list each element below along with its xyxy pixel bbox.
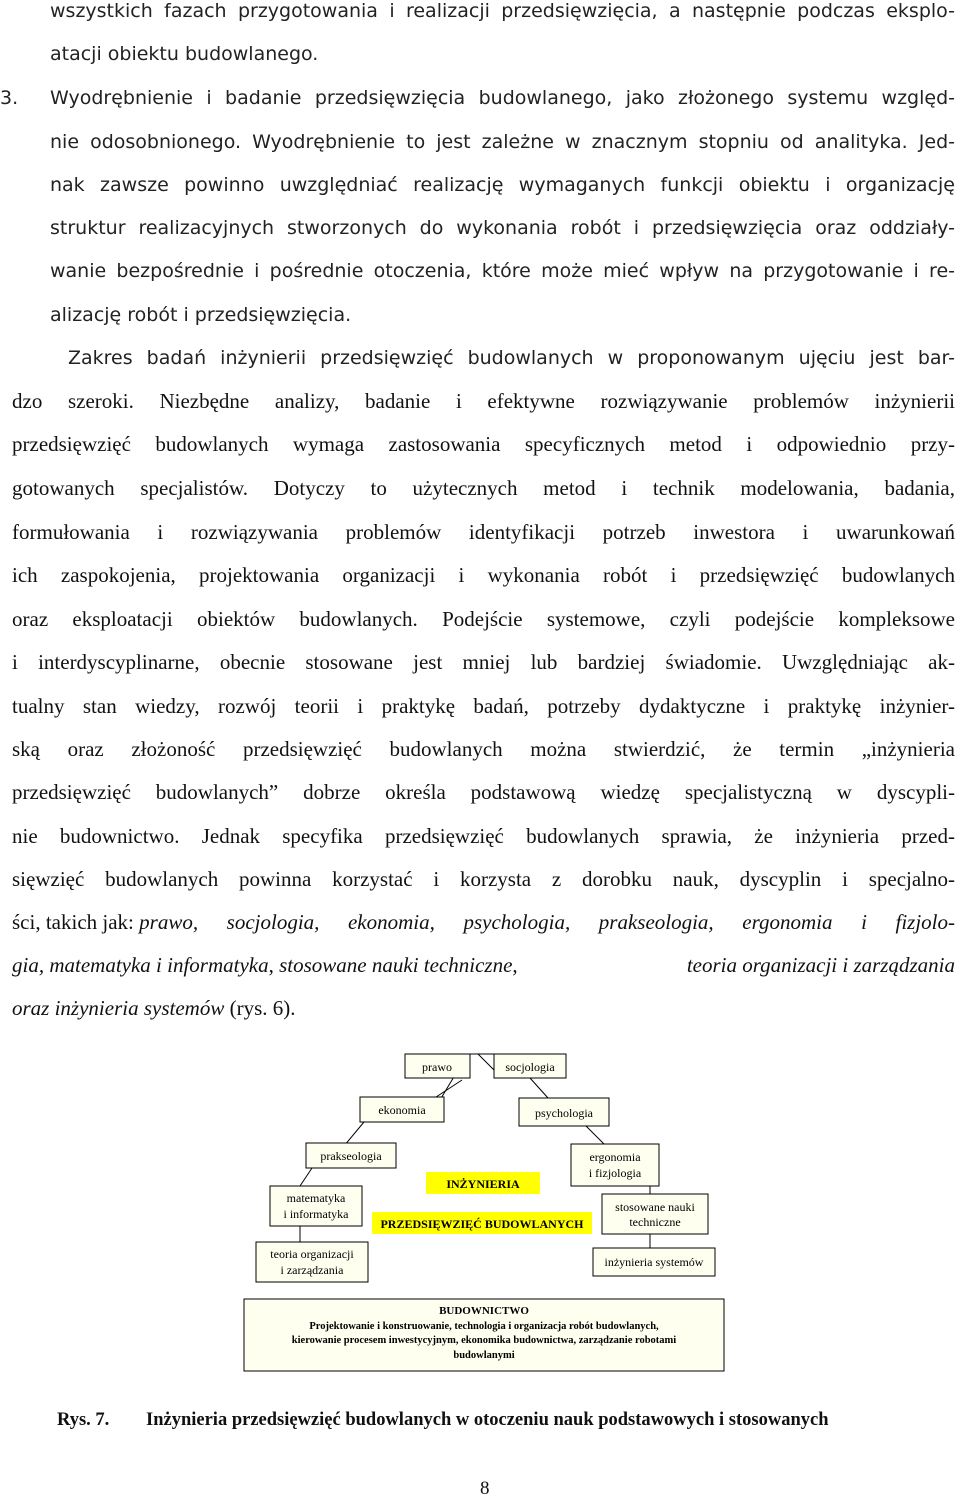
text-line: Zakres badań inżynierii przedsięwzięć budowlanych w proponowanym ujęciu jest bar- xyxy=(68,347,955,369)
text-line xyxy=(12,998,295,1019)
text-span: (rys. 6). xyxy=(224,996,296,1020)
label-stosowane-1: stosowane nauki xyxy=(615,1200,695,1214)
label-budownictwo-title: BUDOWNICTWO xyxy=(439,1305,529,1317)
disciplines-diagram xyxy=(0,1040,960,1380)
italic-span: oraz inżynieria systemów xyxy=(12,996,225,1020)
text-line: formułowania i rozwiązywania problemów identyfikacji potrzeb inwestora i uwarunkowań xyxy=(12,520,955,544)
label-teoria-2: i zarządzania xyxy=(280,1263,344,1277)
label-ergonomia-2: i fizjologia xyxy=(588,1166,642,1180)
text-line xyxy=(12,912,955,933)
connector-line xyxy=(478,1054,494,1070)
italic-span: stosowane nauki techniczne xyxy=(279,953,513,977)
text-line: przedsięwzięć budowlanych wymaga zastosowania specyficznych metod i odpowiednio przy- xyxy=(12,432,955,456)
label-stosowane-2: techniczne xyxy=(629,1215,681,1229)
page-number: 8 xyxy=(480,1478,490,1499)
label-budownictwo-1: Projektowanie i konstruowanie, technologia i organizacja robót budowlanych, xyxy=(309,1321,659,1332)
label-budownictwo-2: kierowanie procesem inwestycyjnym, ekonomika budownictwa, zarządzanie robotami xyxy=(291,1335,677,1346)
figure-caption: Inżynieria przedsięwzięć budowlanych w otoczeniu nauk podstawowych i stosowanych xyxy=(146,1410,829,1430)
label-socjologia: socjologia xyxy=(505,1060,555,1074)
text-line: struktur realizacyjnych stworzonych do wykonania robót i przedsięwzięcia oraz oddziały- xyxy=(50,217,955,239)
text-line xyxy=(12,955,955,976)
text-span: , xyxy=(512,953,523,977)
label-prakseologia: prakseologia xyxy=(320,1149,382,1163)
label-matematyka-2: i informatyka xyxy=(283,1207,349,1221)
text-line: nie budownictwo. Jednak specyfika przedsięwzięć budowlanych sprawia, że inżynieria przed- xyxy=(12,824,955,848)
text-line: Wyodrębnienie i badanie przedsięwzięcia budowlanego, jako złożonego systemu względ- xyxy=(50,87,955,109)
italic-span: prawo, socjologia, ekonomia, psychologia, prakseologia, ergonomia i fizjolo- xyxy=(139,910,955,934)
label-psychologia: psychologia xyxy=(535,1106,593,1120)
connector-line xyxy=(530,1078,548,1098)
text-line: i interdyscyplinarne, obecnie stosowane jest mniej lub bardziej świadomie. Uwzględniając ak- xyxy=(12,650,955,674)
connector-line xyxy=(344,1122,364,1146)
text-line: ską oraz złożoność przedsięwzięć budowlanych można stwierdzić, że termin „inżynieria xyxy=(12,737,955,761)
text-line: sięwzięć budowlanych powinna korzystać i korzysta z dorobku nauk, dyscyplin i specjalno- xyxy=(12,867,955,891)
text-line: atacji obiektu budowlanego. xyxy=(50,43,319,65)
italic-span: gia, matematyka i informatyka xyxy=(12,953,269,977)
text-line: wszystkich fazach przygotowania i realizacji przedsięwzięcia, a następnie podczas eksplo- xyxy=(50,0,955,22)
figure-label: Rys. 7. xyxy=(57,1410,110,1430)
label-ergonomia-1: ergonomia xyxy=(589,1150,641,1164)
text-span: , xyxy=(268,953,280,977)
label-prawo: prawo xyxy=(422,1060,452,1074)
label-inzynieria-systemow: inżynieria systemów xyxy=(604,1255,704,1269)
label-przedsiewziec: PRZEDSIĘWZIĘĆ BUDOWLANYCH xyxy=(380,1217,584,1231)
italic-span: teoria organizacji i zarządzania xyxy=(686,953,955,977)
text-line: nie odosobnionego. Wyodrębnienie to jest zależne w znacznym stopniu od analityka. Jed- xyxy=(50,131,955,153)
text-line: oraz eksploatacji obiektów budowlanych. Podejście systemowe, czyli podejście kompleksowe xyxy=(12,607,955,631)
connector-line xyxy=(300,1168,312,1186)
label-budownictwo-3: budowlanymi xyxy=(453,1350,515,1361)
connector-line xyxy=(586,1126,606,1146)
label-ekonomia: ekonomia xyxy=(378,1103,426,1117)
label-matematyka-1: matematyka xyxy=(286,1191,346,1205)
text-line: przedsięwzięć budowlanych” dobrze określa podstawową wiedzę specjalistyczną w dyscypli- xyxy=(12,780,955,804)
list-number: 3. xyxy=(0,87,19,109)
text-line: nak zawsze powinno uwzględniać realizację wymaganych funkcji obiektu i organizację xyxy=(50,174,955,196)
label-inzynieria: INŻYNIERIA xyxy=(446,1177,520,1191)
label-teoria-1: teoria organizacji xyxy=(270,1247,354,1261)
text-line: alizację robót i przedsięwzięcia. xyxy=(50,304,352,326)
text-line: wanie bezpośrednie i pośrednie otoczenia, które może mieć wpływ na przygotowanie i re- xyxy=(50,260,955,282)
text-line: tualny stan wiedzy, rozwój teorii i praktykę badań, potrzeby dydaktyczne i praktykę inżynier- xyxy=(12,694,955,718)
text-line: dzo szeroki. Niezbędne analizy, badanie i efektywne rozwiązywanie problemów inżynierii xyxy=(12,389,955,413)
text-span: ści, takich jak: xyxy=(12,910,140,934)
text-line: gotowanych specjalistów. Dotyczy to użytecznych metod i technik modelowania, badania, xyxy=(12,476,955,500)
text-line: ich zaspokojenia, projektowania organizacji i wykonania robót i przedsięwzięć budowlanych xyxy=(12,563,955,587)
